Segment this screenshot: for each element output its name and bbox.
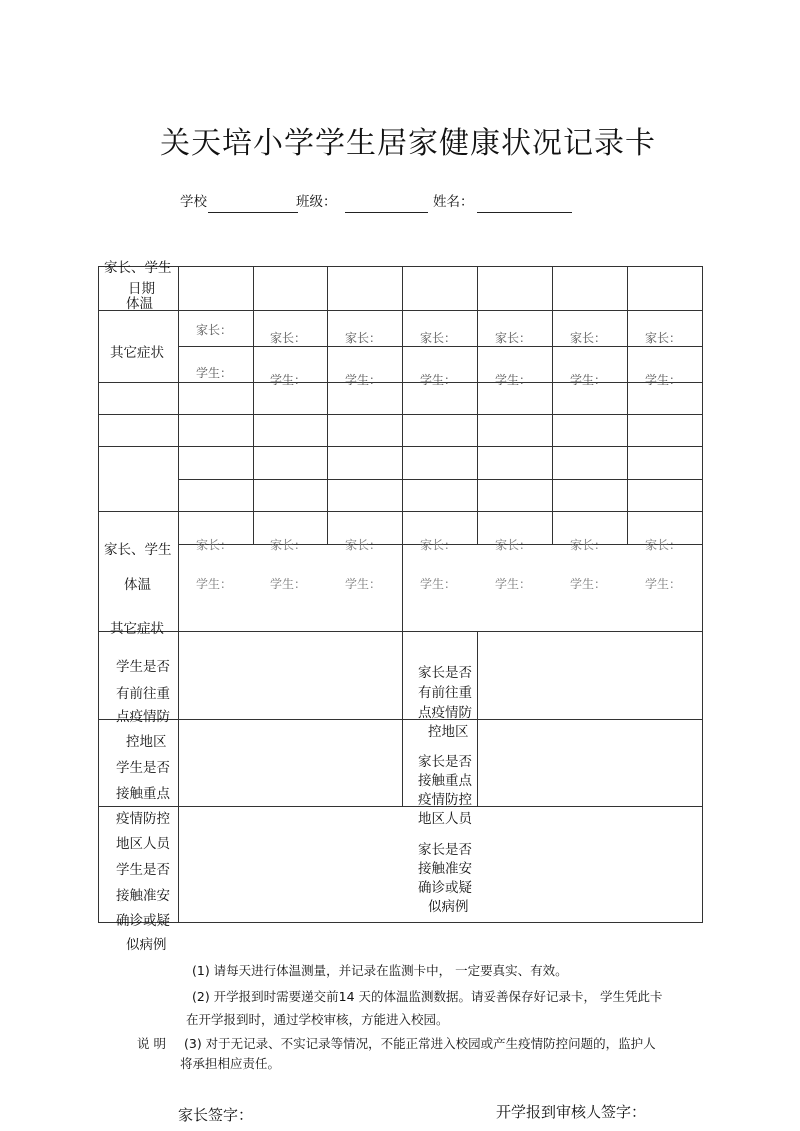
parent-cell[interactable]: 家长： bbox=[645, 538, 682, 552]
student-cell[interactable]: 学生： bbox=[345, 577, 382, 591]
note-3: (3) 对于无记录、不实记录等情况，不能正常进入校园或产生疫情防控问题的，监护人 bbox=[184, 1036, 656, 1051]
parent-question-label: 地区人员 bbox=[418, 811, 472, 827]
name-field[interactable] bbox=[477, 212, 572, 213]
student-cell[interactable]: 学生： bbox=[495, 373, 532, 387]
parent-cell[interactable]: 家长： bbox=[495, 331, 532, 345]
student-cell[interactable]: 学生： bbox=[345, 373, 382, 387]
student-question-label: 地区人员 bbox=[116, 836, 170, 852]
parent-cell[interactable]: 家长： bbox=[495, 538, 532, 552]
student-cell[interactable]: 学生： bbox=[570, 577, 607, 591]
parent-cell[interactable]: 家长： bbox=[570, 331, 607, 345]
student-question-label: 控地区 bbox=[126, 734, 167, 750]
parent-cell[interactable]: 家长： bbox=[196, 323, 233, 337]
student-cell[interactable]: 学生： bbox=[270, 577, 307, 591]
note-3-cont: 将承担相应责任。 bbox=[180, 1056, 281, 1071]
student-question-label: 接触准安 bbox=[116, 888, 170, 904]
school-field[interactable] bbox=[208, 212, 298, 213]
student-cell[interactable]: 学生： bbox=[645, 373, 682, 387]
student-question-label: 似病例 bbox=[126, 937, 167, 953]
parent-cell[interactable]: 家长： bbox=[420, 538, 457, 552]
parent-question-label: 点疫情防 bbox=[418, 705, 472, 721]
section2-temp: 体温 bbox=[124, 577, 151, 593]
parent-question-label: 家长是否 bbox=[418, 754, 472, 770]
parent-cell[interactable]: 家长： bbox=[570, 538, 607, 552]
student-cell[interactable]: 学生： bbox=[495, 577, 532, 591]
title-school: 关天培小学学生 bbox=[160, 126, 377, 161]
header-temp: 体温 bbox=[126, 296, 153, 312]
section2-parent-student: 家长、学生 bbox=[104, 542, 172, 558]
student-question-label: 点疫情防 bbox=[116, 709, 170, 725]
parent-cell[interactable]: 家长： bbox=[645, 331, 682, 345]
parent-cell[interactable]: 家长： bbox=[420, 331, 457, 345]
title-card: 居家健康状况记录卡 bbox=[377, 126, 656, 161]
parent-question-label: 控地区 bbox=[428, 724, 469, 740]
parent-question-label: 有前往重 bbox=[418, 685, 472, 701]
reviewer-signature-label: 开学报到审核人签字： bbox=[496, 1103, 647, 1121]
student-question-label: 学生是否 bbox=[116, 659, 170, 675]
student-cell[interactable]: 学生： bbox=[196, 366, 233, 380]
student-question-label: 接触重点 bbox=[116, 786, 170, 802]
class-label: 班级： bbox=[296, 194, 337, 210]
student-cell[interactable]: 学生： bbox=[570, 373, 607, 387]
student-cell[interactable]: 学生： bbox=[196, 577, 233, 591]
symptoms-label: 其它症状 bbox=[110, 345, 164, 361]
student-question-label: 学生是否 bbox=[116, 862, 170, 878]
student-question-label: 学生是否 bbox=[116, 760, 170, 776]
student-cell[interactable]: 学生： bbox=[420, 577, 457, 591]
page-title bbox=[160, 118, 656, 162]
notes-label: 说 明 bbox=[137, 1036, 166, 1051]
note-2-cont: 在开学报到时，通过学校审核，方能进入校园。 bbox=[186, 1012, 449, 1027]
parent-question-label: 疫情防控 bbox=[418, 792, 472, 808]
parent-question-label: 似病例 bbox=[428, 899, 469, 915]
class-field[interactable] bbox=[345, 212, 428, 213]
parent-question-label: 接触重点 bbox=[418, 773, 472, 789]
student-question-label: 确诊或疑 bbox=[116, 913, 170, 929]
school-label: 学校 bbox=[180, 194, 207, 210]
parent-question-label: 确诊或疑 bbox=[418, 880, 472, 896]
note-2: (2) 开学报到时需要递交前14 天的体温监测数据。请妥善保存好记录卡， 学生凭此卡 bbox=[192, 989, 663, 1004]
parent-cell[interactable]: 家长： bbox=[196, 538, 233, 552]
parent-cell[interactable]: 家长： bbox=[345, 331, 382, 345]
student-cell[interactable]: 学生： bbox=[420, 373, 457, 387]
student-question-label: 有前往重 bbox=[116, 686, 170, 702]
parent-question-label: 家长是否 bbox=[418, 665, 472, 681]
header-parent-student: 家长、学生 bbox=[104, 260, 172, 276]
parent-cell[interactable]: 家长： bbox=[270, 538, 307, 552]
student-question-label: 疫情防控 bbox=[116, 811, 170, 827]
parent-question-label: 家长是否 bbox=[418, 842, 472, 858]
parent-signature-label: 家长签字： bbox=[178, 1106, 254, 1124]
section2-symptoms: 其它症状 bbox=[110, 621, 164, 637]
parent-cell[interactable]: 家长： bbox=[270, 331, 307, 345]
header-date: 日期 bbox=[128, 281, 155, 297]
parent-cell[interactable]: 家长： bbox=[345, 538, 382, 552]
student-cell[interactable]: 学生： bbox=[270, 373, 307, 387]
name-label: 姓名： bbox=[433, 194, 474, 210]
parent-question-label: 接触准安 bbox=[418, 861, 472, 877]
student-cell[interactable]: 学生： bbox=[645, 577, 682, 591]
note-1: (1) 请每天进行体温测量，并记录在监测卡中， 一定要真实、有效。 bbox=[192, 963, 568, 978]
